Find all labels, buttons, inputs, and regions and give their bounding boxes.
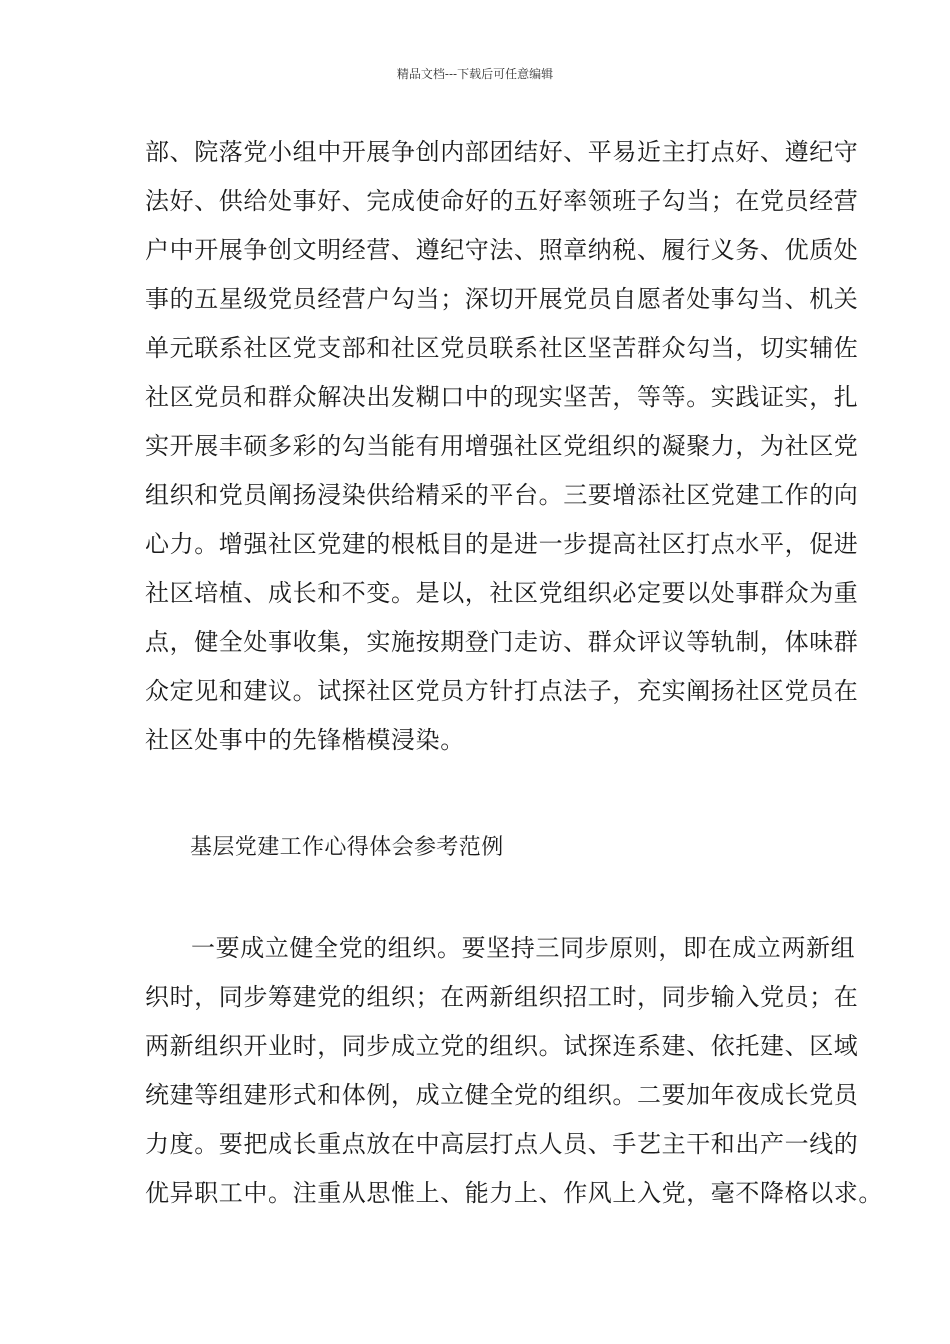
text-line: 单元联系社区党支部和社区党员联系社区坚苦群众勾当，切实辅佐 — [145, 334, 859, 362]
text-line: 优异职工中。注重从思惟上、能力上、作风上入党，毫不降格以求。 — [145, 1179, 883, 1207]
paragraph-continued — [145, 128, 859, 765]
text-line: 法好、供给处事好、完成使命好的五好率领班子勾当；在党员经营 — [145, 187, 859, 215]
text-line: 组织和党员阐扬浸染供给精采的平台。三要增添社区党建工作的向 — [145, 481, 859, 509]
text-line: 事的五星级党员经营户勾当；深切开展党员自愿者处事勾当、机关 — [145, 285, 859, 313]
text-line: 力度。要把成长重点放在中高层打点人员、手艺主干和出产一线的 — [145, 1130, 859, 1158]
text-line: 心力。增强社区党建的根柢目的是进一步提高社区打点水平，促进 — [145, 530, 859, 558]
text-line: 社区处事中的先锋楷模浸染。 — [145, 726, 465, 754]
text-line: 部、院落党小组中开展争创内部团结好、平易近主打点好、遵纪守 — [145, 138, 859, 166]
paragraph-new — [145, 924, 883, 1218]
text-line: 一要成立健全党的组织。要坚持三同步原则，即在成立两新组 — [191, 934, 856, 962]
text-line: 统建等组建形式和体例，成立健全党的组织。二要加年夜成长党员 — [145, 1081, 859, 1109]
text-line: 点，健全处事收集，实施按期登门走访、群众评议等轨制，体味群 — [145, 628, 859, 656]
section-heading: 基层党建工作心得体会参考范例 — [190, 835, 504, 860]
text-line: 实开展丰硕多彩的勾当能有用增强社区党组织的凝聚力，为社区党 — [145, 432, 859, 460]
text-line: 户中开展争创文明经营、遵纪守法、照章纳税、履行义务、优质处 — [145, 236, 859, 264]
text-line: 织时，同步筹建党的组织；在两新组织招工时，同步输入党员；在 — [145, 983, 859, 1011]
text-line: 社区党员和群众解决出发糊口中的现实坚苦，等等。实践证实，扎 — [145, 383, 859, 411]
text-line: 两新组织开业时，同步成立党的组织。试探连系建、依托建、区域 — [145, 1032, 859, 1060]
text-line: 众定见和建议。试探社区党员方针打点法子，充实阐扬社区党员在 — [145, 677, 859, 705]
page-header: 精品文档---下载后可任意编辑 — [396, 67, 554, 81]
text-line: 社区培植、成长和不变。是以，社区党组织必定要以处事群众为重 — [145, 579, 859, 607]
